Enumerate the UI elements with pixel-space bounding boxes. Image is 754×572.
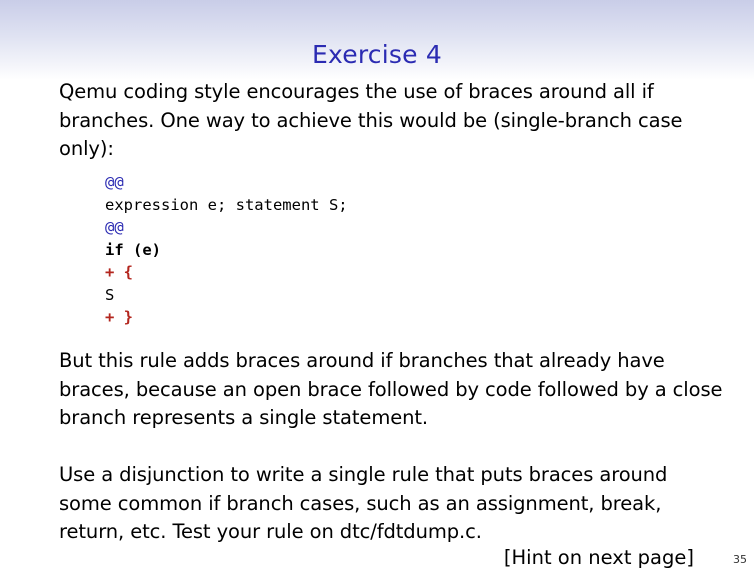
intro-line: only): (59, 137, 114, 160)
explanation-paragraph (59, 347, 723, 433)
explanation-line: branch represents a single statement. (59, 406, 429, 429)
page-number: 35 (733, 553, 747, 566)
code-line-if: if (e) (105, 240, 161, 259)
task-paragraph (59, 461, 709, 547)
explanation-line: But this rule adds braces around if branches that already have (59, 349, 665, 372)
code-line-metavar-end: @@ (105, 218, 124, 236)
task-line: Use a disjunction to write a single rule that puts braces around (59, 463, 668, 486)
code-line-metavar-start: @@ (105, 173, 124, 191)
code-line-add-open-brace: + { (105, 263, 133, 281)
slide-title: Exercise 4 (312, 40, 442, 69)
intro-line: branches. One way to achieve this would be (single-branch case (59, 108, 683, 132)
code-line-declaration: expression e; statement S; (105, 195, 348, 214)
code-block (105, 171, 348, 329)
task-line: some common if branch cases, such as an assignment, break, (59, 491, 662, 515)
hint-text: [Hint on next page] (503, 546, 694, 569)
explanation-line: braces, because an open brace followed by code followed by a close (59, 377, 723, 401)
code-line-add-close-brace: + } (105, 308, 133, 326)
task-line: return, etc. Test your rule on dtc/fdtdump.c. (59, 520, 482, 543)
intro-paragraph (59, 78, 709, 164)
intro-line: Qemu coding style encourages the use of braces around all if (59, 80, 654, 103)
code-line-statement: S (105, 285, 115, 304)
